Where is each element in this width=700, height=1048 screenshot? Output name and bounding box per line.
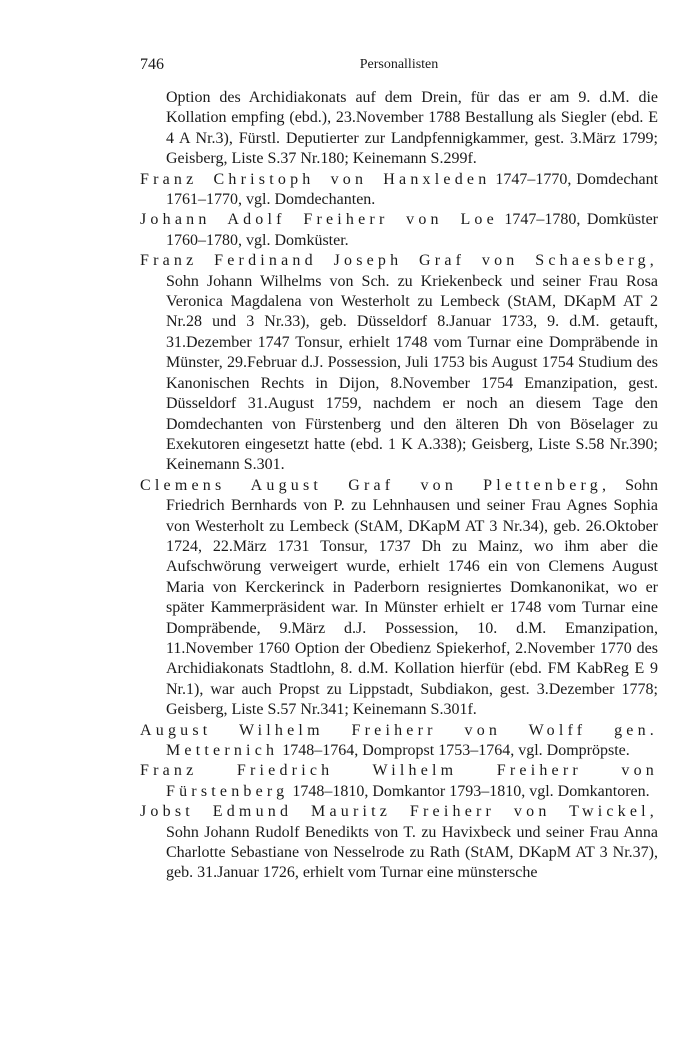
entry-name: Jobst Edmund Mauritz Freiherr von Twickel, — [140, 803, 658, 821]
entry-name: August Wilhelm Freiherr von Wolff gen. Metternich — [140, 721, 658, 759]
entry-name: Franz Christoph von Hanxleden — [140, 170, 491, 188]
entry-name: Johann Adolf Freiherr von Loe — [140, 211, 498, 229]
entry-name: Franz Friedrich Wilhelm Freiherr von Fürstenberg — [140, 762, 658, 800]
entry-text: Sohn Johann Rudolf Benedikts von T. zu Havixbeck und seiner Frau Anna Charlotte Sebastiane von Nesselrode zu Rath (StAM, DKapM AT 3 Nr.37), geb. 31.Januar 1726, erhielt vom Turnar eine münstersche — [166, 823, 658, 882]
list-entry — [140, 170, 658, 211]
list-entry — [140, 210, 658, 251]
personnel-list — [140, 88, 658, 884]
entry-text: 1748–1810, Domkantor 1793–1810, vgl. Domkantoren. — [288, 782, 650, 800]
page-number: 746 — [140, 56, 164, 73]
entry-name: Clemens August Graf von Plettenberg, — [140, 476, 611, 494]
entry-text: 1747–1770, Domdechant 1761–1770, vgl. Domdechanten. — [166, 170, 659, 209]
page-header — [140, 56, 658, 80]
entry-name: Franz Ferdinand Joseph Graf von Schaesberg, — [140, 252, 658, 270]
entry-text: Sohn Friedrich Bernhards von P. zu Lehnhausen und seiner Frau Agnes Sophia von Westerholt zu Lembeck (StAM, DKapM AT 3 Nr.34), geb. 26.Oktober 1724, 22.März 1731 Tonsur, 1737 Dh zu Mainz, wo ihm aber die Aufschwörung verweigert wurde, erhielt 1746 ein von Clemens August Maria von Kerckerinck in Paderborn resigniertes Domkanonikat, wo er später Kammerpräsident war. In Münster erhielt er 1748 vom Turnar eine Dompräbende, 9.März d.J. Possession, 10. d.M. Emanzipation, 11.November 1760 Option der Obedienz Spiekerhof, 2.November 1770 des Archidiakonats Stadtlohn, 8. d.M. Kollation hierfür (ebd. FM KabReg E 9 Nr.1), war auch Propst zu Lippstadt, Subdiakon, gest. 3.Dezember 1778; Geisberg, Liste S.57 Nr.341; Keinemann S.301f. — [166, 476, 658, 719]
entry-text: 1747–1780, Domküster 1760–1780, vgl. Domküster. — [166, 211, 658, 249]
list-entry — [140, 251, 658, 475]
entry-text: 1748–1764, Dompropst 1753–1764, vgl. Dompröpste. — [278, 742, 630, 759]
list-entry — [140, 476, 658, 721]
list-entry — [140, 721, 658, 762]
running-title: Personallisten — [359, 57, 439, 72]
list-entry — [140, 761, 658, 802]
entry-text: Option des Archidiakonats auf dem Drein, für das er am 9. d.M. die Kollation empfing (ebd.), 23.November 1788 Bestallung als Siegler (ebd. E 4 A Nr.3), Fürstl. Deputierter zur Landpfennigkammer, gest. 3.März 1799; Geisberg, Liste S.37 Nr.180; Keinemann S.299f. — [166, 89, 658, 168]
list-entry-continuation — [140, 88, 658, 170]
entry-text: Sohn Johann Wilhelms von Sch. zu Kriekenbeck und seiner Frau Rosa Veronica Magdalena von Westerholt zu Lembeck (StAM, DKapM AT 2 Nr.28 und 3 Nr.33), geb. Düsseldorf 8.Januar 1733, 9. d.M. getauft, 31.Dezember 1747 Tonsur, erhielt 1748 vom Turnar eine Dompräbende in Münster, 29.Februar d.J. Possession, Juli 1753 bis August 1754 Studium des Kanonischen Rechts in Dijon, 8.November 1754 Emanzipation, gest. Düsseldorf 31.August 1759, nachdem er noch an diesem Tage den Domdechanten von Fürstenberg und den älteren Dh von Böselager zu Exekutoren eingesetzt hatte (ebd. 1 K A.338); Geisberg, Liste S.58 Nr.390; Keinemann S.301. — [166, 272, 658, 474]
list-entry — [140, 802, 658, 884]
